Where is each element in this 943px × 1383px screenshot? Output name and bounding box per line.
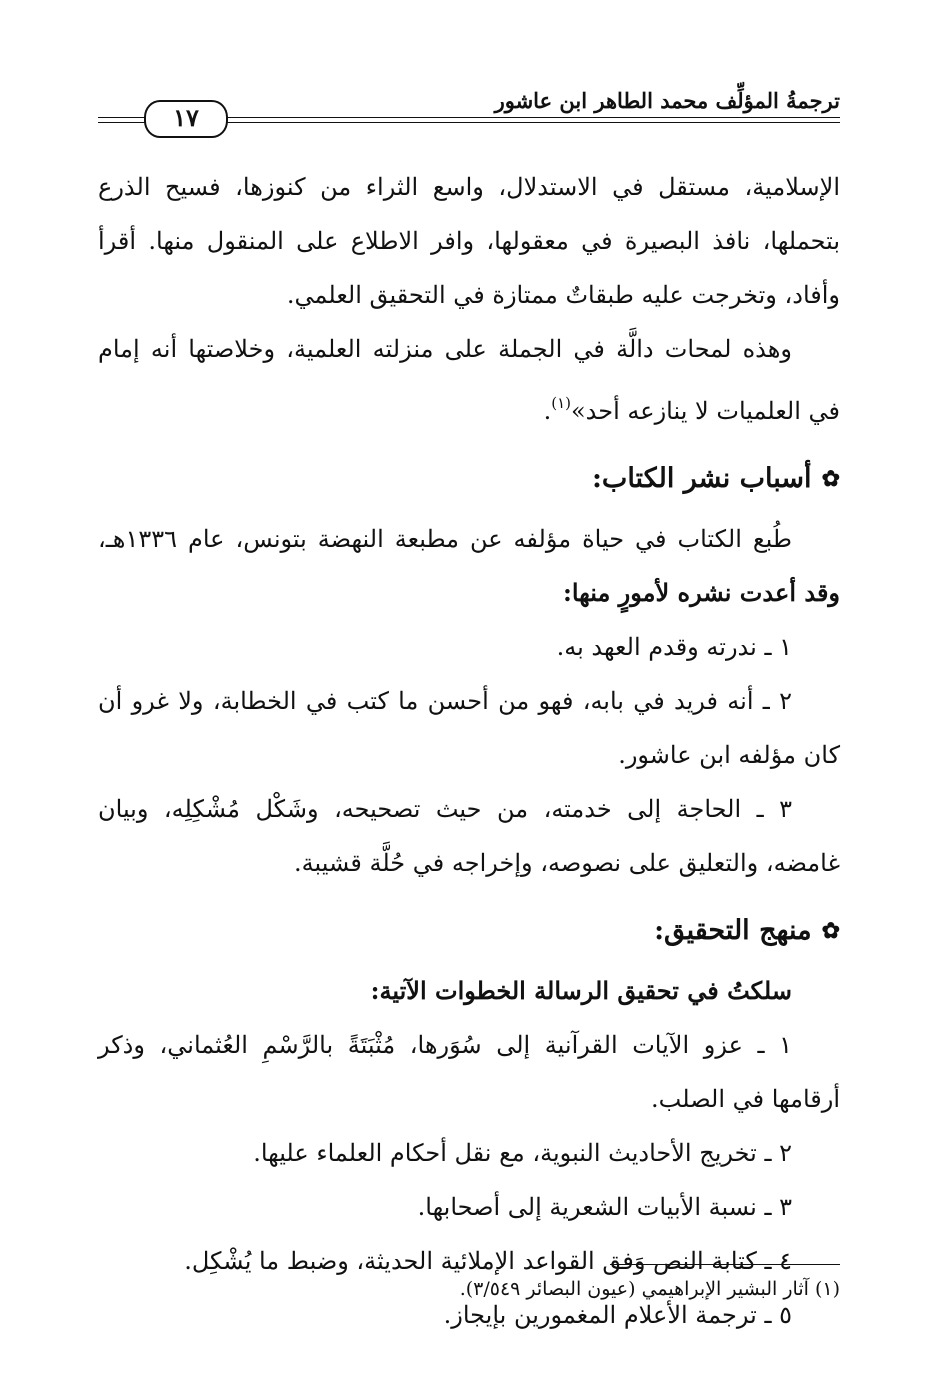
- footnote-ref[interactable]: (١): [551, 394, 571, 412]
- p2-line-2: إمام في العلميات لا ينازعه أحد»: [98, 335, 840, 425]
- header-rule-right: [220, 122, 840, 123]
- p1-line-1: الإسلامية، مستقل في الاستدلال، واسع الثراء من كنوزها، فسيح الذرع: [98, 173, 840, 201]
- p2-end: .: [543, 397, 552, 425]
- reason-1: ١ ـ ندرته وقدم العهد به.: [556, 633, 792, 661]
- reason-2-line-1: ٢ ـ أنه فريد في بابه، فهو من أحسن ما كتب في الخطابة،: [212, 687, 793, 715]
- p1-line-2: بتحملها، نافذ البصيرة في معقولها، وافر الاطلاع على المنقول منها.: [148, 227, 840, 255]
- footnote-1: (١) آثار البشير الإبراهيمي (عيون البصائر ٣/٥٤٩).: [459, 1278, 840, 1300]
- method-intro: سلكتُ في تحقيق الرسالة الخطوات الآتية:: [370, 976, 792, 1005]
- footnote-rule: [610, 1264, 840, 1265]
- p2-line-1: وهذه لمحات دالَّة في الجملة على منزلته العلمية، وخلاصتها أنه: [150, 335, 792, 363]
- paragraph-2: [98, 322, 840, 438]
- paragraph-3: [98, 512, 840, 620]
- step-5: ٥ ـ ترجمة الأعلام المغمورين بإيجاز.: [443, 1301, 792, 1329]
- step-3: ٣ ـ نسبة الأبيات الشعرية إلى أصحابها.: [417, 1193, 792, 1221]
- p3-line-2-bold: وقد أعدت نشره لأمورٍ منها:: [562, 578, 840, 607]
- step-1-line-2: أرقامها في الصلب.: [651, 1085, 840, 1113]
- reason-2-line-2: ولا غرو أن كان مؤلفه ابن عاشور.: [98, 687, 840, 769]
- running-header: [98, 84, 840, 130]
- reason-2: [98, 674, 840, 782]
- heading-method: [98, 902, 840, 960]
- step-4: ٤ ـ كتابة النص وَفق القواعد الإملائية الحديثة، وضبط ما يُشْكِل.: [184, 1247, 792, 1275]
- p3-line-2-plain: ١٣٣٦هـ،: [98, 525, 177, 553]
- reason-3-line-1: ٣ ـ الحاجة إلى خدمته، من حيث تصحيحه، وشَكْل مُشْكِلِه،: [163, 795, 792, 823]
- flower-star-icon: ✿: [821, 918, 840, 944]
- flower-star-icon: ✿: [821, 466, 840, 492]
- p3-line-1: طُبع الكتاب في حياة مؤلفه عن مطبعة النهضة بتونس، عام: [188, 525, 793, 553]
- p1-line-3: أقرأ وأفاد، وتخرجت عليه طبقاتٌ ممتازة في التحقيق العلمي.: [98, 227, 840, 309]
- page-number: ١٧: [144, 100, 228, 138]
- heading-1-text: أسباب نشر الكتاب:: [591, 463, 812, 494]
- step-1: [98, 1018, 840, 1126]
- main-text: [98, 160, 840, 1342]
- step-1-line-1: ١ ـ عزو الآيات القرآنية إلى سُوَرها، مُثْبَتَةً بالرَّسْمِ العُثماني، وذكر: [98, 1031, 792, 1059]
- reason-3: [98, 782, 840, 890]
- heading-2-text: منهج التحقيق:: [654, 915, 812, 946]
- reason-3-line-2: وبيان غامضه، والتعليق على نصوصه، وإخراجه في حُلَّة قشيبة.: [98, 795, 840, 877]
- header-rule-left: [98, 122, 148, 123]
- step-2: ٢ ـ تخريج الأحاديث النبوية، مع نقل أحكام العلماء عليها.: [253, 1139, 792, 1167]
- paragraph-1: [98, 160, 840, 322]
- heading-publishing-reasons: [98, 450, 840, 508]
- header-title: ترجمةُ المؤلِّف محمد الطاهر ابن عاشور: [494, 88, 840, 113]
